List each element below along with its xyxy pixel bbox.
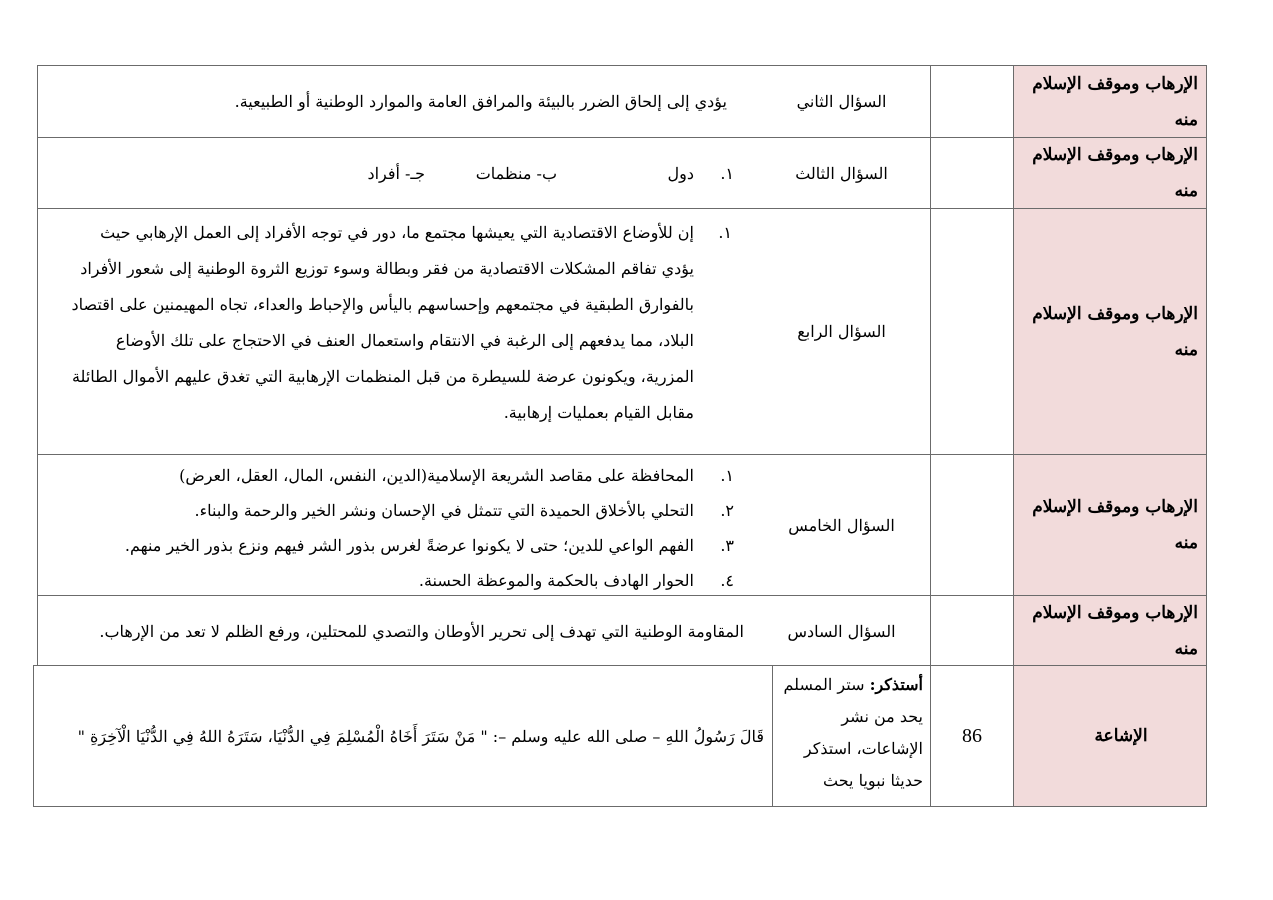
number-cell: 86 bbox=[930, 666, 1014, 806]
topic-cell: الإشاعة bbox=[1014, 666, 1206, 806]
blank-cell bbox=[930, 596, 1014, 666]
rumor-table bbox=[33, 665, 1207, 807]
table-row bbox=[38, 209, 1206, 454]
table-row bbox=[38, 596, 1206, 666]
table-row bbox=[38, 138, 1206, 208]
list-item: ٢. التحلي بالأخلاق الحميدة التي تتمثل في الإحسان ونشر الخير والرحمة والبناء. bbox=[194, 501, 734, 520]
question-label: السؤال الثاني bbox=[796, 92, 887, 111]
blank-cell bbox=[930, 209, 1014, 454]
question-label: السؤال السادس bbox=[787, 621, 896, 641]
list-item: ٣. الفهم الواعي للدين؛ حتى لا يكونوا عرضةً لغرس بذور الشر فيهم ونزع بذور الخير منهم. bbox=[124, 536, 734, 555]
blank-cell bbox=[930, 138, 1014, 208]
answer-cell: المقاومة الوطنية التي تهدف إلى تحرير الأوطان والتصدي للمحتلين، ورفع الظلم لا تعد من الإرهاب. bbox=[99, 621, 744, 641]
table-row bbox=[38, 66, 1206, 137]
question-label: السؤال الرابع bbox=[797, 322, 886, 341]
list-item: ١. المحافظة على مقاصد الشريعة الإسلامية(الدين، النفس، المال، العقل، العرض) bbox=[179, 466, 734, 485]
blank-cell bbox=[930, 455, 1014, 595]
answer-cell: ١. دول ب- منظمات جـ- أفراد bbox=[367, 164, 734, 183]
main-table bbox=[37, 65, 1207, 666]
answer-cell: يؤدي إلى إلحاق الضرر بالبيئة والمرافق العامة والموارد الوطنية أو الطبيعية. bbox=[234, 92, 727, 111]
table-row bbox=[38, 455, 1206, 595]
topic-cell: الإرهاب وموقف الإسلام منه bbox=[1014, 596, 1206, 666]
remember-cell: أستذكر: ستر المسلم يحد من نشر الإشاعات، استذكر حديثا نبويا يحث bbox=[772, 666, 931, 806]
question-label: السؤال الثالث bbox=[795, 163, 888, 183]
answer-cell: ١. إن للأوضاع الاقتصادية التي يعيشها مجتمع ما، دور في توجه الأفراد إلى العمل الإرهابي حيث يؤدي تفاقم المشكلات الاقتصادية من فقر وبطالة وسوء توزيع الثروة الوطنية إلى شعور الأفراد بالفوارق الطبقية في مجتمعهم وإحساسهم باليأس والإحباط والعداء، تجاه المهيمنين على اقتصاد البلاد، مما يدفعهم إلى الرغبة في الانتقام واستعمال العنف في الاحتجاج على تلك الأوضاع المزرية، ويكونون عرضة للسيطرة من قبل المنظمات الإرهابية التي تغدق عليهم الأموال الطائلة مقابل القيام بعمليات إرهابية. bbox=[71, 223, 732, 422]
topic-cell: الإرهاب وموقف الإسلام منه bbox=[1014, 455, 1206, 595]
question-label: السؤال الخامس bbox=[788, 515, 895, 535]
topic-cell: الإرهاب وموقف الإسلام منه bbox=[1014, 209, 1206, 454]
blank-cell bbox=[930, 66, 1014, 137]
list-item: ٤. الحوار الهادف بالحكمة والموعظة الحسنة. bbox=[418, 571, 734, 590]
topic-cell: الإرهاب وموقف الإسلام منه bbox=[1014, 66, 1206, 137]
answer-cell bbox=[38, 455, 752, 595]
hadith-cell: قَالَ رَسُولُ اللهِ – صلى الله عليه وسلم –: " مَنْ سَتَرَ أَخَاهُ الْمُسْلِمَ فِي الدُّنْيَا، سَتَرَهُ اللهُ فِي الدُّنْيَا الْآخِرَةِ " bbox=[77, 726, 764, 746]
topic-cell: الإرهاب وموقف الإسلام منه bbox=[1014, 138, 1206, 208]
